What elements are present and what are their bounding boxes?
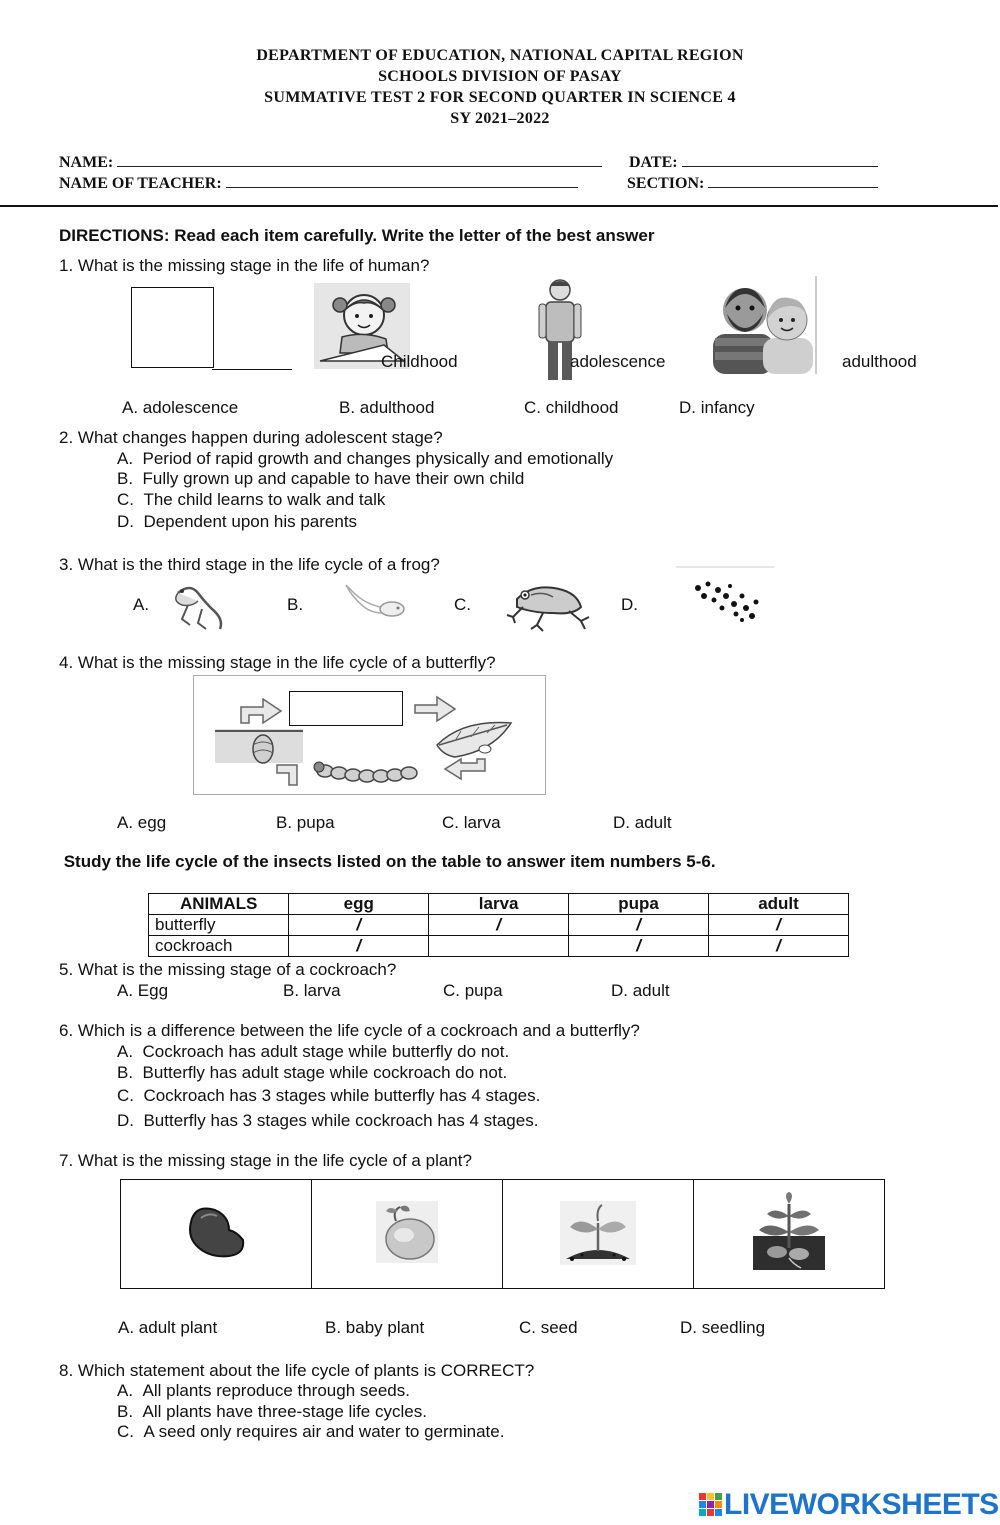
q1-option-c[interactable]: C. childhood — [524, 398, 619, 417]
q6-option-b[interactable] — [117, 1063, 507, 1083]
q2-option-d[interactable] — [117, 512, 357, 532]
q2-option-a[interactable] — [117, 449, 613, 469]
option-text: A seed only requires air and water to germinate. — [143, 1422, 505, 1441]
option-text: Fully grown up and capable to have their own child — [142, 469, 525, 488]
section-field[interactable] — [627, 173, 878, 193]
q4-option-c[interactable]: C. larva — [442, 813, 501, 832]
liveworksheets-logo-text: LIVEWORKSHEETS — [724, 1488, 999, 1521]
option-text: The child learns to walk and talk — [143, 490, 386, 509]
liveworksheets-logo[interactable] — [698, 1488, 999, 1522]
q6-text: 6. Which is a difference between the life cycle of a cockroach and a butterfly? — [59, 1021, 640, 1040]
q4-answer-box[interactable] — [289, 691, 403, 726]
plant-cell-seed — [121, 1180, 312, 1289]
q7-text: 7. What is the missing stage in the life cycle of a plant? — [59, 1151, 472, 1170]
table-cell-check: / — [569, 936, 709, 957]
q2-option-b[interactable] — [117, 469, 524, 489]
table-cell-check: / — [429, 915, 569, 936]
adult-couple-image — [713, 276, 817, 374]
liveworksheets-logo-icon — [698, 1491, 724, 1519]
table-cell-check: / — [709, 915, 849, 936]
plant-cell-germinating-seed — [312, 1180, 503, 1289]
option-text: Butterfly has adult stage while cockroach do not. — [142, 1063, 508, 1082]
study-instruction: Study the life cycle of the insects listed on the table to answer item numbers 5-6. — [59, 852, 716, 871]
table-cell-check: / — [569, 915, 709, 936]
date-field[interactable] — [629, 152, 878, 172]
header-department: DEPARTMENT OF EDUCATION, NATIONAL CAPITAL REGION — [256, 47, 744, 64]
option-text: Butterfly has 3 stages while cockroach has 4 stages. — [143, 1111, 539, 1130]
option-letter: B. — [117, 469, 134, 488]
option-letter: C. — [117, 1422, 134, 1441]
q7-option-a[interactable]: A. adult plant — [118, 1318, 218, 1337]
germinating-seed-icon — [372, 1197, 442, 1267]
option-letter: B. — [117, 1063, 134, 1082]
name-field[interactable] — [59, 152, 602, 172]
q7-option-d[interactable]: D. seedling — [680, 1318, 766, 1337]
q5-text: 5. What is the missing stage of a cockroach? — [59, 960, 397, 979]
q5-option-d[interactable]: D. adult — [611, 981, 670, 1000]
option-letter: D. — [117, 512, 134, 531]
sprout-icon — [558, 1197, 638, 1267]
directions: DIRECTIONS: Read each item carefully. Write the letter of the best answer — [59, 226, 655, 245]
q2-option-c[interactable] — [117, 490, 385, 510]
q4-option-a[interactable]: A. egg — [117, 813, 167, 832]
table-row — [149, 936, 849, 957]
option-text: Dependent upon his parents — [143, 512, 358, 531]
young-plant-icon — [749, 1192, 829, 1272]
q3-option-b[interactable]: B. — [287, 595, 304, 614]
q5-option-b[interactable]: B. larva — [283, 981, 341, 1000]
q1-option-a[interactable]: A. adolescence — [122, 398, 239, 417]
option-text: Period of rapid growth and changes physically and emotionally — [142, 449, 614, 468]
q1-label-adulthood: adulthood — [842, 352, 917, 371]
option-letter: A. — [117, 449, 134, 468]
q1-answer-box[interactable] — [131, 287, 214, 368]
q1-label-adolescence: adolescence — [570, 352, 666, 371]
header-test-title: SUMMATIVE TEST 2 FOR SECOND QUARTER IN SCIENCE 4 — [264, 89, 736, 106]
table-cell-animal: cockroach — [149, 936, 289, 957]
section-line[interactable] — [708, 173, 878, 188]
section-label: SECTION: — [627, 175, 705, 192]
q3-option-c[interactable]: C. — [454, 595, 471, 614]
adult-frog-image — [503, 577, 591, 633]
insect-lifecycle-table — [148, 893, 849, 957]
q3-option-d[interactable]: D. — [621, 595, 638, 614]
table-cell-check: / — [709, 936, 849, 957]
table-cell-check — [429, 936, 569, 957]
option-letter: A. — [117, 1042, 134, 1061]
date-label: DATE: — [629, 154, 678, 171]
q8-option-c[interactable] — [117, 1422, 504, 1442]
q1-answer-line — [212, 369, 292, 370]
q2-text: 2. What changes happen during adolescent stage? — [59, 428, 443, 447]
name-line[interactable] — [117, 152, 602, 167]
header-division: SCHOOLS DIVISION OF PASAY — [378, 68, 622, 85]
q4-option-b[interactable]: B. pupa — [276, 813, 335, 832]
q5-option-c[interactable]: C. pupa — [443, 981, 503, 1000]
table-header-cell: larva — [429, 894, 569, 915]
q5-option-a[interactable]: A. Egg — [117, 981, 169, 1000]
q7-option-c[interactable]: C. seed — [519, 1318, 578, 1337]
table-header-cell: ANIMALS — [149, 894, 289, 915]
q7-option-b[interactable]: B. baby plant — [325, 1318, 425, 1337]
table-cell-check: / — [289, 936, 429, 957]
header-divider — [0, 205, 998, 207]
name-label: NAME: — [59, 154, 114, 171]
q3-option-a[interactable]: A. — [133, 595, 150, 614]
q3-text: 3. What is the third stage in the life cycle of a frog? — [59, 555, 440, 574]
table-header-cell: egg — [289, 894, 429, 915]
option-letter: D. — [117, 1111, 134, 1130]
frog-eggs-image — [676, 566, 774, 630]
table-header-cell: adult — [709, 894, 849, 915]
q1-option-b[interactable]: B. adulthood — [339, 398, 435, 417]
date-line[interactable] — [682, 152, 878, 167]
q8-option-b[interactable] — [117, 1402, 427, 1422]
q4-option-d[interactable]: D. adult — [613, 813, 672, 832]
froglet-image — [168, 579, 230, 633]
q6-option-c[interactable] — [117, 1086, 540, 1106]
q6-option-a[interactable] — [117, 1042, 509, 1062]
tadpole-image — [344, 583, 408, 623]
teacher-line[interactable] — [226, 173, 578, 188]
header-school-year: SY 2021–2022 — [450, 110, 550, 127]
plant-cell-sprout — [503, 1180, 694, 1289]
plant-cell-young-plant — [694, 1180, 885, 1289]
bean-seed-icon — [181, 1202, 251, 1262]
teacher-field[interactable] — [59, 173, 578, 193]
q6-option-d[interactable] — [117, 1111, 538, 1131]
q1-label-childhood: Childhood — [381, 352, 458, 371]
q8-option-a[interactable] — [117, 1381, 410, 1401]
table-cell-check: / — [289, 915, 429, 936]
option-letter: B. — [117, 1402, 134, 1421]
q1-option-d[interactable]: D. infancy — [679, 398, 755, 417]
q1-text: 1. What is the missing stage in the life of human? — [59, 256, 430, 275]
option-letter: C. — [117, 1086, 134, 1105]
option-letter: C. — [117, 490, 134, 509]
plant-cycle-table — [120, 1179, 885, 1289]
table-header-row — [149, 894, 849, 915]
table-row — [149, 915, 849, 936]
teacher-label: NAME OF TEACHER: — [59, 175, 222, 192]
table-header-cell: pupa — [569, 894, 709, 915]
q4-text: 4. What is the missing stage in the life cycle of a butterfly? — [59, 653, 496, 672]
option-text: Cockroach has 3 stages while butterfly has 4 stages. — [143, 1086, 541, 1105]
option-letter: A. — [117, 1381, 134, 1400]
option-text: Cockroach has adult stage while butterfly do not. — [142, 1042, 510, 1061]
option-text: All plants have three-stage life cycles. — [142, 1402, 427, 1421]
option-text: All plants reproduce through seeds. — [142, 1381, 410, 1400]
table-cell-animal: butterfly — [149, 915, 289, 936]
q8-text: 8. Which statement about the life cycle of plants is CORRECT? — [59, 1361, 535, 1380]
